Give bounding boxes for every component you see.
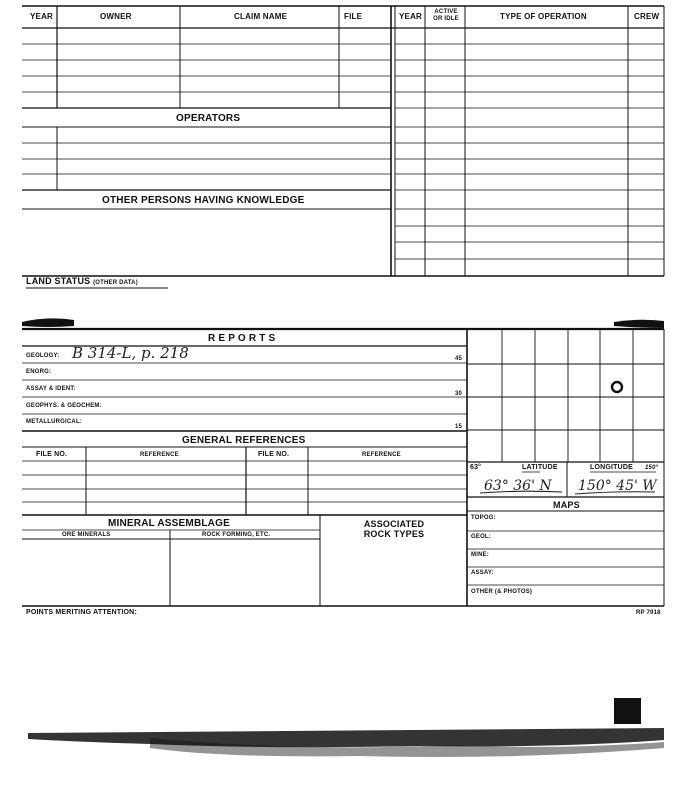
points-meriting-attention-label: POINTS MERITING ATTENTION:: [26, 609, 137, 616]
metallurgical-code: 15: [455, 424, 463, 430]
latitude-value: 63° 36' N: [484, 478, 552, 494]
general-references-heading: GENERAL REFERENCES: [182, 435, 306, 446]
location-marker-icon: [612, 382, 622, 392]
form-number: RP 7918: [636, 610, 661, 616]
engineering-label: ENGRG:: [26, 369, 52, 375]
geology-label: GEOLOGY:: [26, 353, 60, 359]
assay-ident-label: ASSAY & IDENT:: [26, 386, 76, 392]
metallurgical-label: METALLURGICAL:: [26, 419, 83, 425]
land-status-label: [26, 276, 138, 286]
other-persons-heading: OTHER PERSONS HAVING KNOWLEDGE: [102, 195, 305, 206]
crew-column-header: CREW: [634, 12, 660, 21]
operation-year-column-header: YEAR: [399, 12, 423, 21]
operators-heading: OPERATORS: [176, 113, 241, 124]
longitude-value: 150° 45' W: [578, 478, 657, 494]
claim-name-column-header: CLAIM NAME: [234, 12, 288, 21]
assay-code: 30: [455, 391, 463, 397]
latitude-corner-degree: 63°: [470, 464, 482, 471]
land-status-main-label: LAND STATUS: [26, 276, 91, 286]
active-or-idle-column-header: ACTIVE OR IDLE: [433, 9, 459, 22]
maps-assay-label: ASSAY:: [471, 570, 494, 576]
maps-topog-label: TOPOG:: [471, 515, 496, 521]
geology-code: 45: [455, 356, 463, 362]
type-of-operation-column-header: TYPE OF OPERATION: [500, 12, 587, 21]
reference-header-right: REFERENCE: [362, 452, 401, 458]
maps-other-photos-label: OTHER (& PHOTOS): [471, 589, 533, 595]
file-no-header-right: FILE NO.: [258, 451, 290, 458]
year-column-header: YEAR: [30, 12, 54, 21]
owner-column-header: OWNER: [100, 12, 132, 21]
rock-forming-header: ROCK FORMING, ETC.: [202, 532, 271, 538]
longitude-label: LONGITUDE: [590, 464, 634, 471]
reference-header-left: REFERENCE: [140, 452, 179, 458]
latitude-label: LATITUDE: [522, 464, 558, 471]
mineral-assemblage-heading: MINERAL ASSEMBLAGE: [108, 518, 230, 529]
geology-reference-value: B 314-L, p. 218: [72, 344, 189, 362]
file-no-header-left: FILE NO.: [36, 451, 68, 458]
ore-minerals-header: ORE MINERALS: [62, 532, 111, 538]
maps-mine-label: MINE:: [471, 552, 489, 558]
maps-geol-label: GEOL:: [471, 534, 491, 540]
maps-heading: MAPS: [553, 500, 580, 510]
associated-rock-types-header: ASSOCIATED ROCK TYPES: [363, 519, 425, 539]
longitude-corner-degree: 150°: [645, 465, 659, 471]
geophys-geochem-label: GEOPHYS. & GEOCHEM:: [26, 403, 102, 409]
file-column-header: FILE: [344, 12, 363, 21]
land-status-sub-label: (OTHER DATA): [93, 280, 138, 286]
reports-heading: R E P O R T S: [208, 333, 276, 344]
